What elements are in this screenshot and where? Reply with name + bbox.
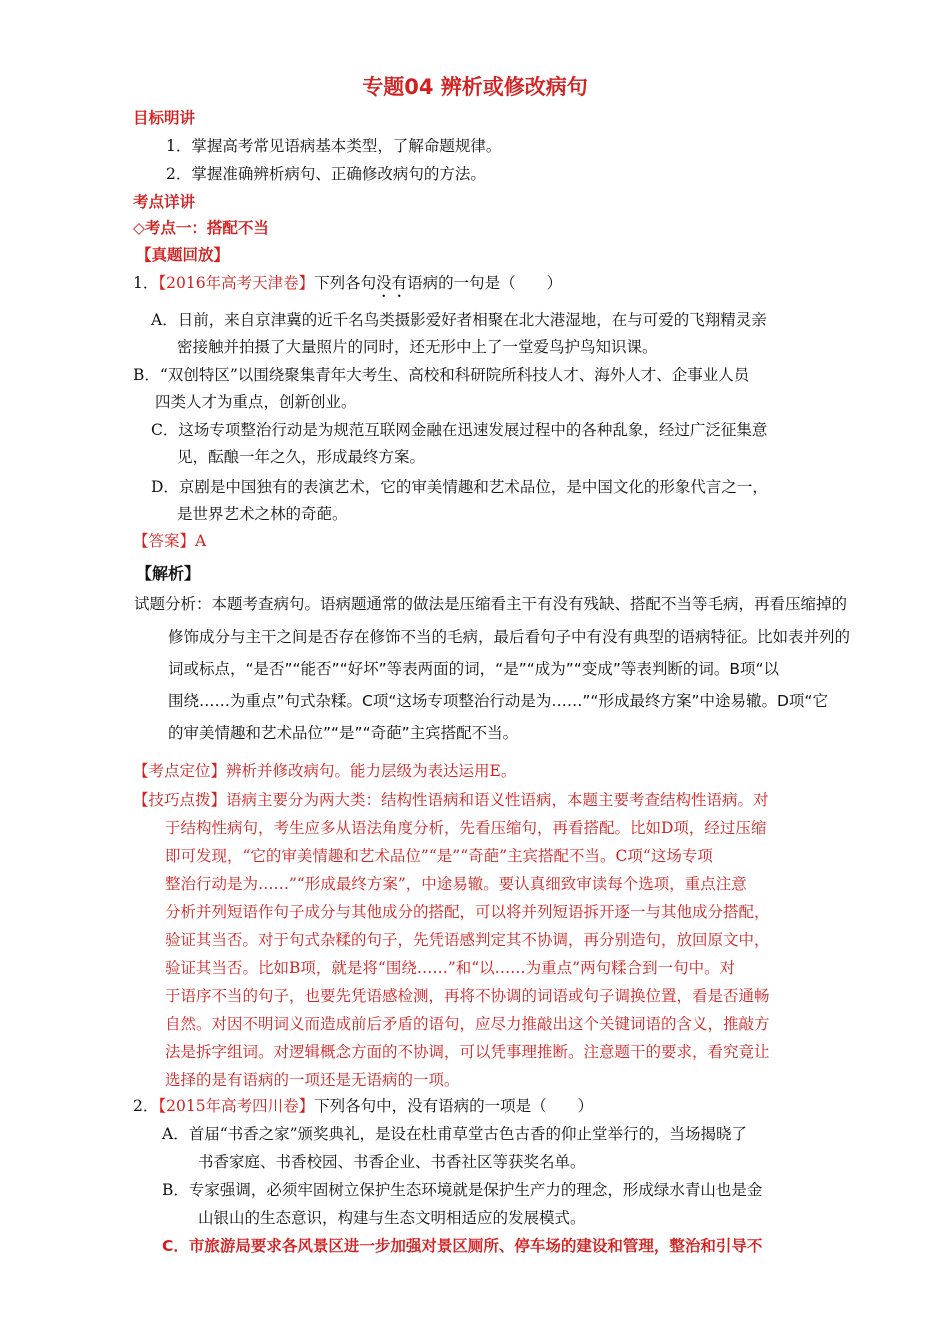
q1-option-d-line2: 是世界艺术之林的奇葩。: [177, 505, 348, 523]
q1-stem-emphasis: 没有: [376, 274, 408, 292]
tips-text-1: 语病主要分为两大类：结构性语病和语义性语病，本题主要考查结构性语病。对: [226, 791, 769, 809]
point1-heading: ◇考点一：搭配不当: [133, 219, 269, 237]
analysis-line-1: 试题分析：本题考查病句。语病题通常的做法是压缩看主干有没有残缺、搭配不当等毛病，再看压缩掉的: [134, 595, 848, 613]
q1-option-c-line2: 见，酝酿一年之久，形成最终方案。: [177, 448, 426, 466]
q1-option-d-line1: D．京剧是中国独有的表演艺术，它的审美情趣和艺术品位，是中国文化的形象代言之一，: [151, 478, 768, 496]
q1-option-b-line1: B．“双创特区”以围绕聚集青年大考生、高校和科研院所科技人才、海外人才、企事业人员: [133, 366, 750, 384]
position-line: [133, 761, 516, 781]
tips-tag: 【技巧点拨】: [133, 791, 227, 809]
tips-line-4: 整治行动是为……”“形成最终方案”，中途易辙。要认真细致审读每个选项，重点注意: [165, 875, 747, 893]
detail-heading: 考点详讲: [133, 193, 196, 211]
tips-line-9: 自然。对因不明词义而造成前后矛盾的语句，应尽力推敲出这个关键词语的含义，推敲方: [165, 1015, 770, 1033]
position-text: 辨析并修改病句。能力层级为表达运用E。: [226, 762, 517, 780]
q2-number: 2．: [133, 1097, 159, 1115]
tips-line-2: 于结构性病句，考生应多从语法角度分析，先看压缩句，再看搭配。比如D项，经过压缩: [165, 819, 767, 837]
answer-tag: 【答案】: [133, 532, 196, 550]
analysis-line-2: 修饰成分与主干之间是否存在修饰不当的毛病，最后看句子中有没有典型的语病特征。比如表并列的: [168, 628, 851, 646]
q1-option-a-line2: 密接触并拍摄了大量照片的同时，还无形中上了一堂爱鸟护鸟知识课。: [177, 338, 658, 356]
q2-stem: [133, 1096, 593, 1116]
q2-option-a-line1: A．首届“书香之家”颁奖典礼，是设在杜甫草堂古色古香的仰止堂举行的，当场揭晓了: [162, 1125, 748, 1143]
tips-line-11: 选择的是有语病的一项还是无语病的一项。: [165, 1071, 460, 1089]
goal-item-2: 2．掌握准确辨析病句、正确修改病句的方法。: [166, 165, 486, 183]
q1-answer: [133, 531, 206, 551]
review-tag: 【真题回放】: [136, 246, 230, 264]
q1-number: 1．: [133, 274, 159, 292]
goal-heading: 目标明讲: [133, 109, 196, 127]
q1-option-c-line1: C．这场专项整治行动是为规范互联网金融在迅速发展过程中的各种乱象，经过广泛征集意: [151, 421, 768, 439]
q2-option-c-line1: C．市旅游局要求各风景区进一步加强对景区厕所、停车场的建设和管理，整治和引导不: [162, 1237, 763, 1255]
q1-stem-a: 下列各句: [314, 274, 377, 292]
tips-line-1: [133, 790, 769, 810]
q2-option-a-line2: 书香家庭、书香校园、书香企业、书香社区等获奖名单。: [198, 1153, 586, 1171]
page-title: 专题04 辨析或修改病句: [362, 75, 588, 99]
answer-value: A: [195, 532, 207, 550]
goal-item-1: 1．掌握高考常见语病基本类型，了解命题规律。: [166, 137, 502, 155]
tips-line-10: 法是拆字组词。对逻辑概念方面的不协调，可以凭事理推断。注意题干的要求，看究竟让: [165, 1043, 770, 1061]
tips-line-6: 验证其当否。对于句式杂糅的句子，先凭语感判定其不协调，再分别造句，放回原文中，: [165, 931, 770, 949]
q1-source: 【2016年高考天津卷】: [158, 274, 315, 292]
analysis-line-5: 的审美情趣和艺术品位”“是”“奇葩”主宾搭配不当。: [168, 724, 519, 742]
q1-stem: [133, 273, 562, 301]
q1-stem-b: 语病的一句是（ ）: [407, 274, 563, 292]
q2-option-b-line1: B．专家强调，必须牢固树立保护生态环境就是保护生产力的理念，形成绿水青山也是金: [162, 1181, 763, 1199]
q2-option-b-line2: 山银山的生态意识，构建与生态文明相适应的发展模式。: [198, 1209, 586, 1227]
position-tag: 【考点定位】: [133, 762, 227, 780]
q2-source: 【2015年高考四川卷】: [158, 1097, 315, 1115]
q1-option-b-line2: 四类人才为重点，创新创业。: [155, 393, 357, 411]
tips-line-3: 即可发现，“它的审美情趣和艺术品位”“是”“奇葩”主宾搭配不当。C项“这场专项: [165, 847, 713, 865]
q1-option-a-line1: A．日前，来自京津冀的近千名鸟类摄影爱好者相聚在北大港湿地，在与可爱的飞翔精灵亲: [151, 311, 767, 329]
q2-stem-text: 下列各句中，没有语病的一项是（ ）: [314, 1097, 594, 1115]
tips-line-5: 分析并列短语作句子成分与其他成分的搭配，可以将并列短语拆开逐一与其他成分搭配，: [165, 903, 770, 921]
tips-line-8: 于语序不当的句子，也要先凭语感检测，再将不协调的词语或句子调换位置，看是否通畅: [165, 987, 770, 1005]
analysis-line-4: 围绕……为重点”句式杂糅。C项“这场专项整治行动是为……”“形成最终方案”中途易辙。D项“它: [168, 692, 828, 710]
analysis-tag: 【解析】: [136, 564, 201, 583]
tips-line-7: 验证其当否。比如B项，就是将“围绕……”和“以……为重点”两句糅合到一句中。对: [165, 959, 736, 977]
analysis-line-3: 词或标点，“是否”“能否”“好坏”等表两面的词，“是”“成为”“变成”等表判断的词。B项“以: [168, 660, 780, 678]
